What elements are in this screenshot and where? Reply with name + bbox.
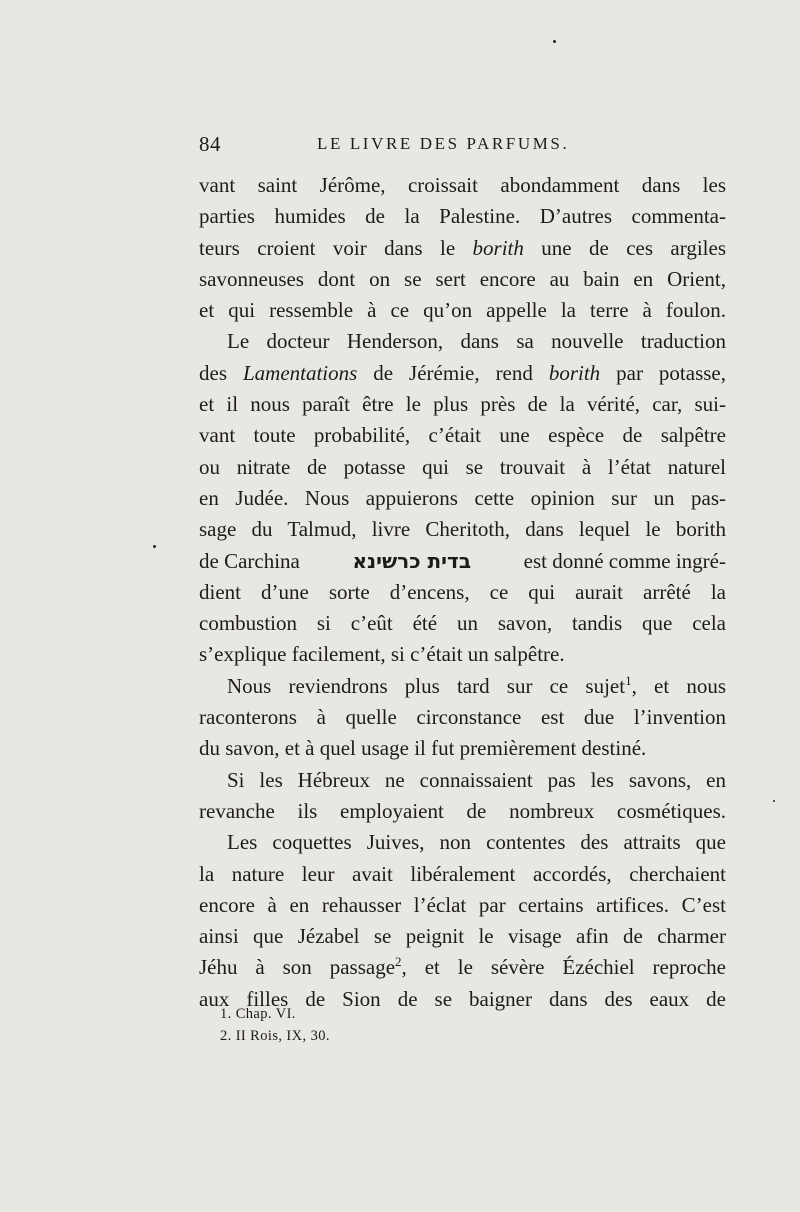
footnote-ref: 1 — [625, 672, 632, 688]
text-span: , et nous — [631, 673, 726, 698]
print-speck — [773, 800, 775, 802]
hebrew-text: בדית כרשינא — [352, 548, 472, 573]
text-line: en Judée. Nous appuierons cette opinion sur un pas- — [199, 485, 726, 510]
text-line: Si les Hébreux ne connaissaient pas les savons, en — [227, 767, 726, 792]
page-header — [199, 132, 611, 162]
text-line — [199, 358, 726, 389]
text-line: savonneuses dont on se sert encore au bain en Orient, — [199, 266, 726, 291]
text-line: la nature leur avait libéralement accordés, cherchaient — [199, 861, 726, 886]
text-span: de Carchina — [199, 548, 300, 573]
text-line: parties humides de la Palestine. D’autres commenta- — [199, 204, 726, 229]
footnote-2: 2. II Rois, IX, 30. — [220, 1028, 330, 1044]
footnote-1: 1. Chap. VI. — [220, 1006, 296, 1022]
text-span: Nous reviendrons plus tard sur ce sujet — [227, 673, 626, 698]
text-line: vant toute probabilité, c’était une espèce de salpêtre — [199, 423, 726, 448]
body-text — [199, 170, 726, 1015]
footnotes — [220, 1003, 520, 1047]
print-speck — [553, 40, 556, 43]
text-line: dient d’une sorte d’encens, ce qui aurait arrêté la — [199, 579, 726, 604]
running-title: LE LIVRE DES PARFUMS. — [317, 134, 570, 153]
text-line: Le docteur Henderson, dans sa nouvelle traduction — [227, 329, 726, 354]
text-line — [199, 233, 726, 264]
text-line: et il nous paraît être le plus près de la vérité, car, sui- — [199, 392, 726, 417]
text-span: de Jérémie, rend — [357, 360, 549, 385]
text-span: des — [199, 360, 243, 385]
text-line: vant saint Jérôme, croissait abondamment dans les — [199, 173, 726, 197]
text-line: s’explique facilement, si c’était un salpêtre. — [199, 642, 565, 667]
text-span: est donné comme ingré- — [523, 548, 726, 573]
text-line: ou nitrate de potasse qui se trouvait à l’état naturel — [199, 454, 726, 479]
text-line: et qui ressemble à ce qu’on appelle la terre à foulon. — [199, 298, 726, 323]
text-span: par potasse, — [600, 360, 726, 385]
text-line — [199, 671, 726, 702]
text-line: raconterons à quelle circonstance est due l’invention — [199, 705, 726, 730]
italic-term: borith — [548, 360, 601, 385]
text-line: encore à en rehausser l’éclat par certains artifices. C’est — [199, 892, 726, 917]
text-line: Les coquettes Juives, non contentes des attraits que — [227, 830, 726, 855]
print-speck — [153, 545, 156, 548]
text-line: ainsi que Jézabel se peignit le visage afin de charmer — [199, 924, 726, 949]
text-line — [199, 952, 726, 983]
text-line: revanche ils employaient de nombreux cosmétiques. — [199, 798, 726, 823]
text-line: du savon, et à quel usage il fut premièrement destiné. — [199, 736, 647, 761]
footnote-ref: 2 — [395, 954, 402, 970]
text-line: combustion si c’eût été un savon, tandis que cela — [199, 611, 726, 636]
text-span: , et le sévère Ézéchiel reproche — [401, 955, 726, 980]
text-span: teurs croient voir dans le — [199, 235, 473, 260]
text-span: une de ces argiles — [523, 235, 726, 260]
text-line: sage du Talmud, livre Cheritoth, dans lequel le borith — [199, 517, 726, 542]
text-span: Jéhu à son passage — [199, 955, 396, 980]
text-line — [199, 546, 726, 577]
page-number: 84 — [199, 132, 221, 156]
italic-term: borith — [472, 235, 524, 260]
text-line: aux filles de Sion de se baigner dans des eaux de — [199, 986, 726, 1011]
italic-term: Lamentations — [242, 360, 358, 385]
